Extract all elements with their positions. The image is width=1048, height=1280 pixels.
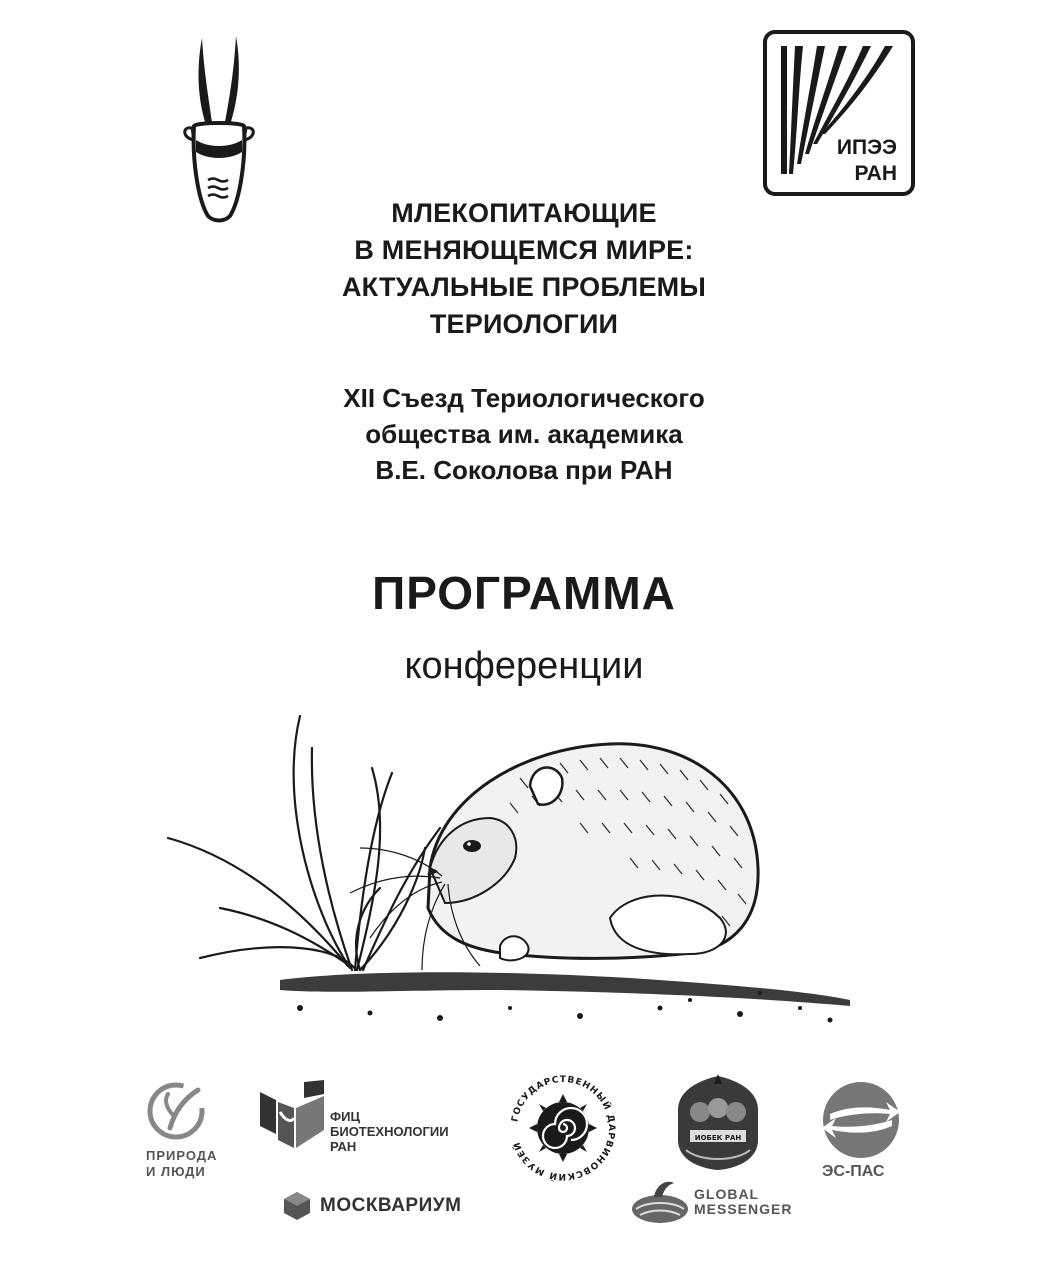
program-title: ПРОГРАММА: [372, 567, 676, 619]
hexagon-logo-icon: [282, 1190, 312, 1222]
ipee-logo-line-2: РАН: [854, 162, 897, 185]
sponsor-moskvarium-logo: [282, 1190, 492, 1224]
main-title-line-3: АКТУАЛЬНЫЕ ПРОБЛЕМЫ: [341, 272, 706, 302]
cube-logo-icon: [258, 1078, 328, 1150]
sponsor-darwin-museum-logo: [505, 1070, 621, 1186]
moskvarium-label: МОСКВАРИУМ: [320, 1195, 462, 1216]
svg-text:ГОСУДАРСТВЕННЫЙ ДАРВИНОВСКИЙ М: ГОСУДАРСТВЕННЫЙ ДАРВИНОВСКИЙ МУЗЕЙ: [510, 1074, 617, 1182]
global-line-2: MESSENGER: [694, 1201, 793, 1217]
darwin-museum-seal-icon: [505, 1070, 621, 1186]
main-title: [0, 195, 1048, 343]
sponsor-fic-logo: [258, 1078, 488, 1168]
fic-line-2: БИОТЕХНОЛОГИИ: [330, 1124, 449, 1139]
main-title-line-1: МЛЕКОПИТАЮЩИЕ: [391, 198, 657, 228]
congress-line-3: В.Е. Соколова при РАН: [375, 455, 673, 485]
hamster-with-grass-illustration: [160, 708, 860, 1038]
congress-line-1: XII Съезд Териологического: [343, 383, 705, 413]
sponsor-espas-logo: [818, 1080, 908, 1184]
leaf-circle-icon: [138, 1078, 238, 1144]
globe-bird-icon: [630, 1175, 690, 1227]
sponsor-global-messenger-logo: [630, 1175, 820, 1227]
ipee-logo-line-1: ИПЭЭ: [836, 136, 897, 159]
espas-label: ЭС-ПАС: [822, 1163, 885, 1180]
global-line-1: GLOBAL: [694, 1186, 760, 1202]
fic-line-1: ФИЦ: [330, 1109, 360, 1124]
priroda-line-2: И ЛЮДИ: [146, 1164, 206, 1179]
priroda-line-1: ПРИРОДА: [146, 1148, 218, 1163]
program-subtitle: конференции: [404, 645, 644, 687]
congress-line-2: общества им. академика: [365, 419, 683, 449]
congress-info: [0, 380, 1048, 488]
ipee-ran-logo: [763, 30, 915, 196]
society-emblem-icon: [670, 1070, 766, 1174]
fic-line-3: РАН: [330, 1139, 357, 1154]
sponsor-rsb-emblem: [670, 1070, 766, 1174]
main-title-line-4: ТЕРИОЛОГИИ: [429, 309, 619, 339]
hamster-illustration: [160, 708, 860, 1038]
sponsor-priroda-logo: [138, 1078, 238, 1188]
main-title-line-2: В МЕНЯЮЩЕМСЯ МИРЕ:: [354, 235, 694, 265]
svg-text:ИОБЕК РАН: ИОБЕК РАН: [694, 1134, 742, 1142]
espas-circle-icon: [818, 1080, 908, 1160]
